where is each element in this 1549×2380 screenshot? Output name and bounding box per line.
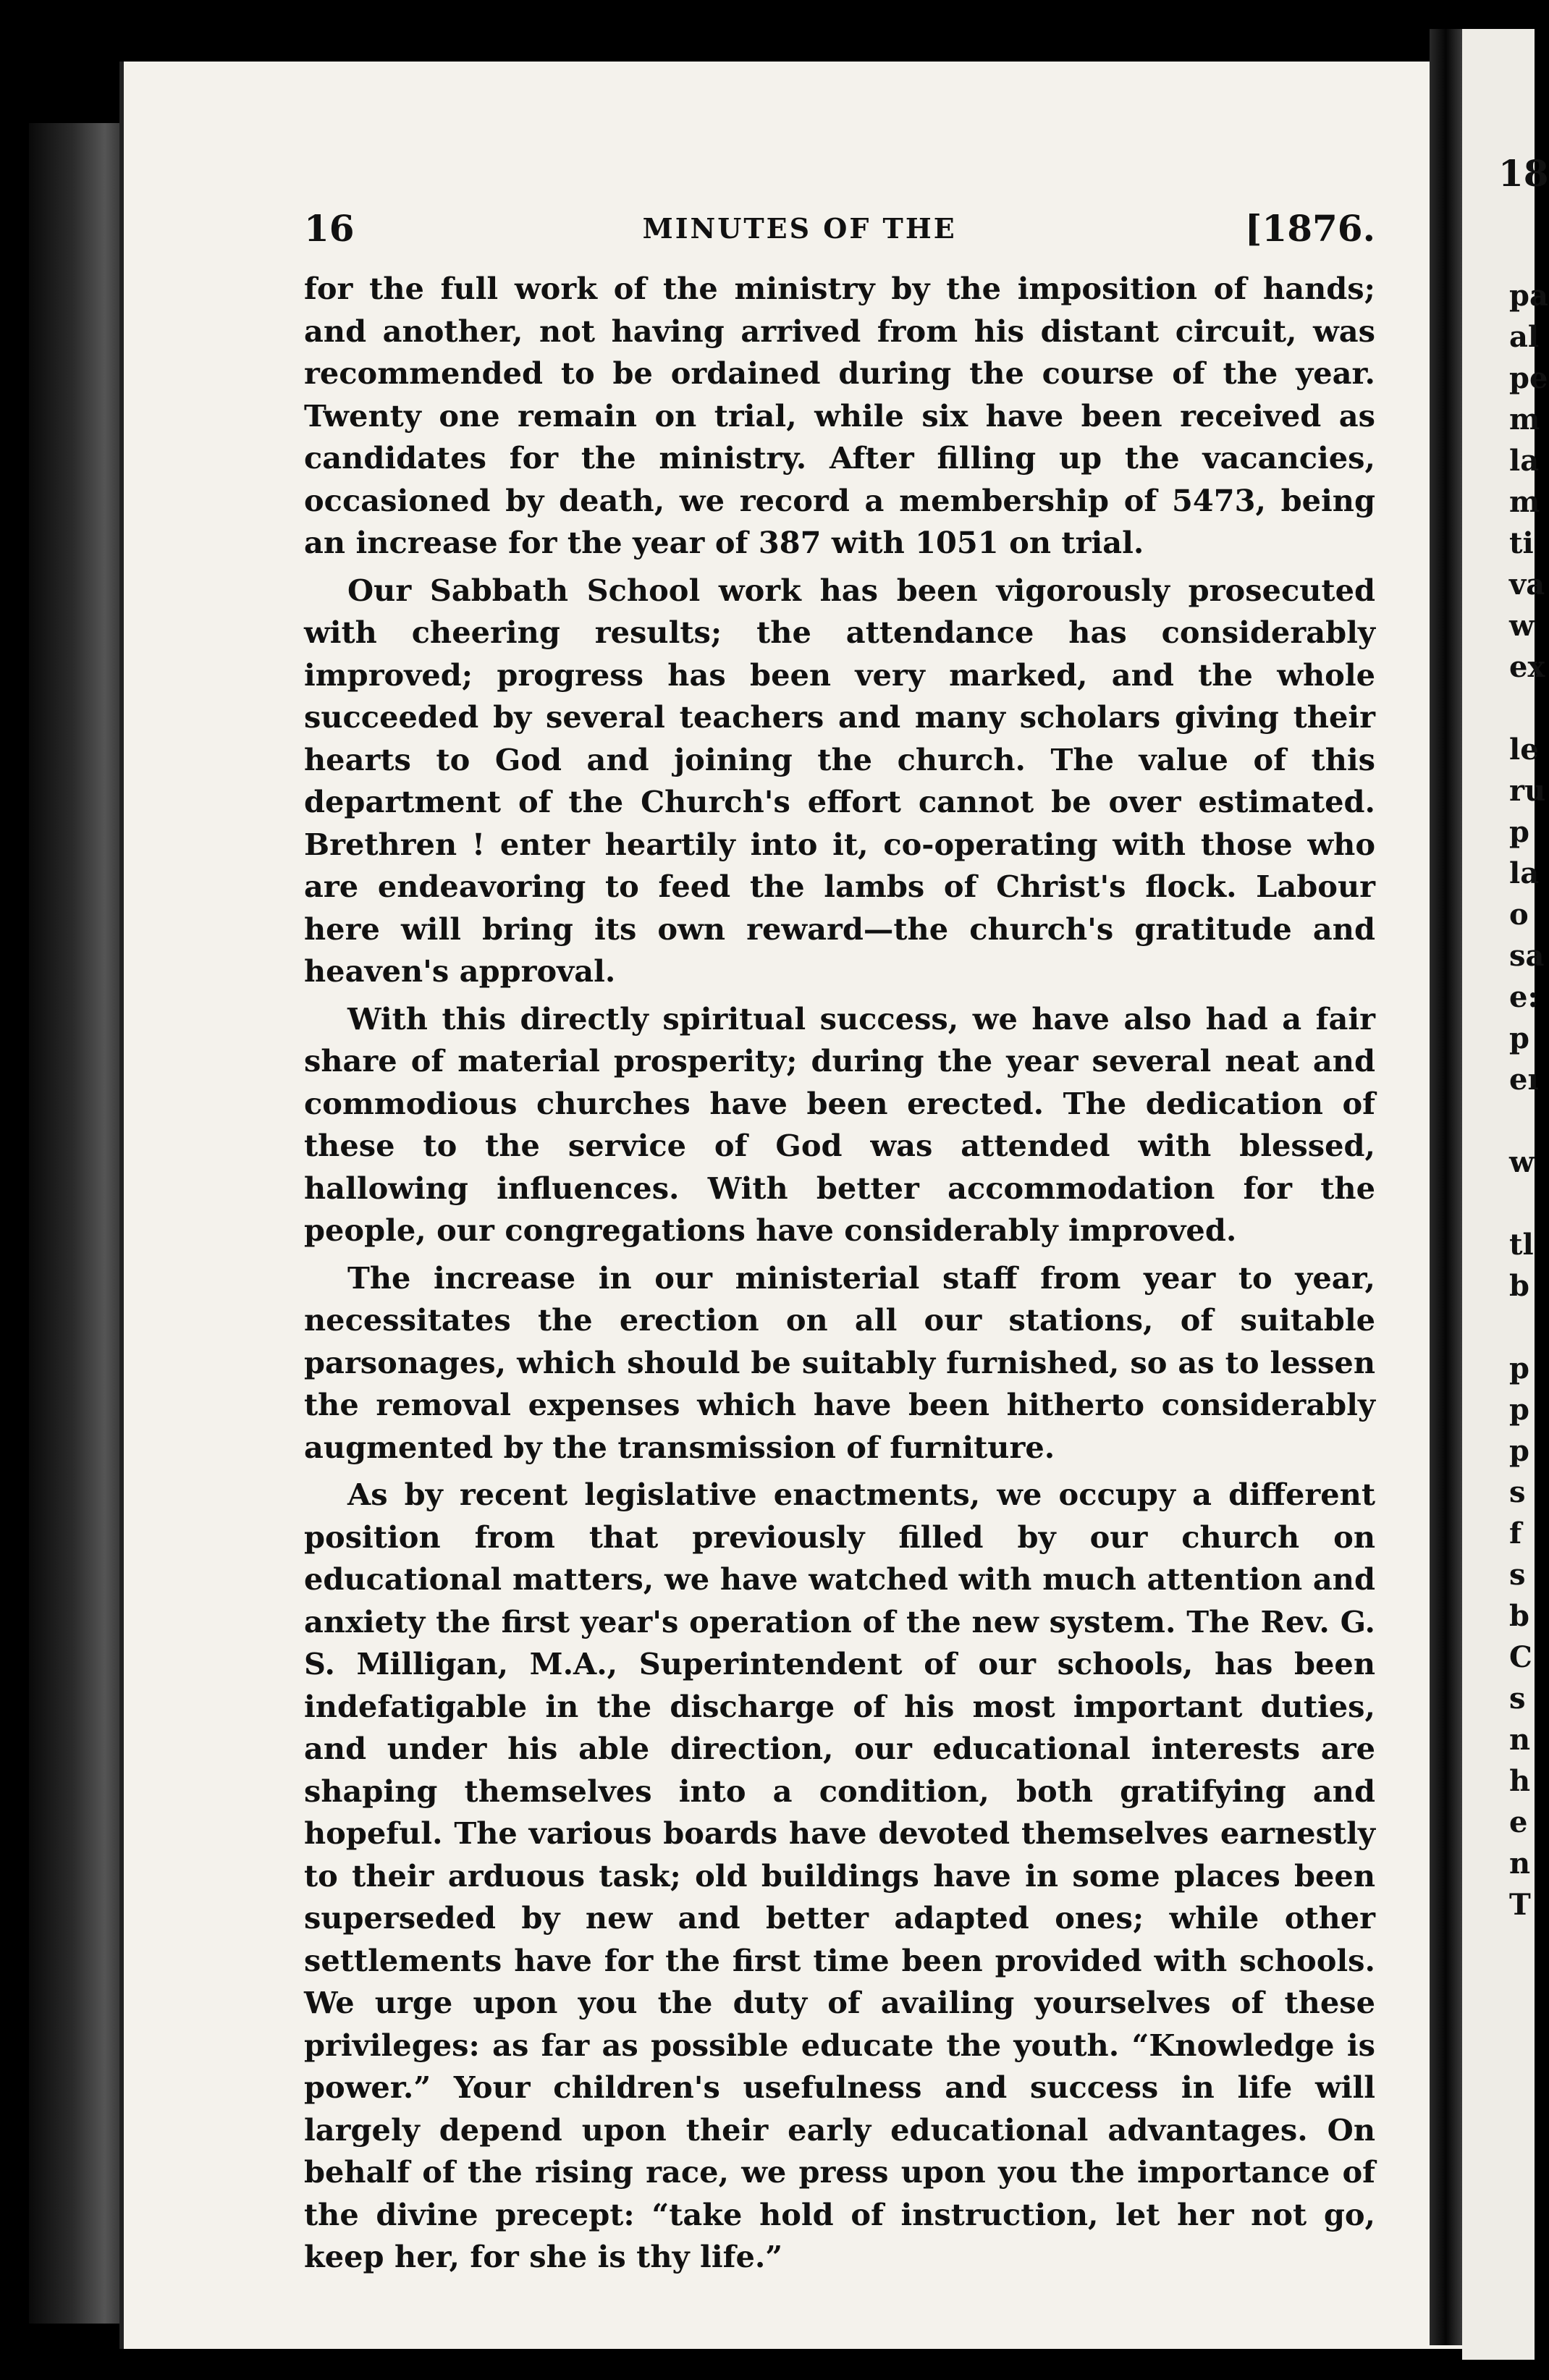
facing-line: C (1509, 1640, 1532, 1674)
facing-line: ru (1509, 774, 1546, 808)
facing-line (1509, 1183, 1548, 1224)
facing-line: ex (1509, 650, 1545, 684)
facing-line: s (1509, 1681, 1526, 1716)
facing-line: e: (1509, 980, 1539, 1014)
facing-line: eı (1509, 1063, 1539, 1097)
page-number: 16 (304, 206, 355, 250)
body-text (304, 268, 1375, 2284)
facing-line: n (1509, 1847, 1531, 1881)
facing-line: le (1509, 733, 1539, 767)
facing-line: va (1509, 567, 1545, 602)
paragraph-5: As by recent legislative enactments, we occupy a different position from that previously filled by our church on educational matters, we have watched with much attention and anxiety the first year's operation of the new system. The Rev. G. S. Milligan, M.A., Superintendent of our schools, has been indefatigable in the discharge of his most important duties, and under his able direction, our educational interests are shaping themselves into a condition, both gratifying and hopeful. The various boards have devoted themselves earnestly to their arduous task; old buildings have in some places been superseded by new and better adapted ones; while other settlements have for the first time been provided with schools. We urge upon you the duty of availing yourselves of these privileges: as far as possible educate the youth. “Knowledge is power.” Your children's usefulness and success in life will largely depend upon their early educational advantages. On behalf of the rising race, we press upon you the importance of the divine precept: “take hold of instruction, let her not go, keep her, for she is thy life.” (304, 1477, 1375, 2274)
facing-line: p (1509, 1393, 1529, 1427)
facing-line: p (1509, 1351, 1529, 1385)
running-head (304, 203, 1375, 253)
facing-line: s (1509, 1475, 1526, 1509)
facing-line: p (1509, 1021, 1529, 1055)
facing-line: m (1509, 485, 1540, 519)
year-label: [1876. (1244, 206, 1375, 250)
gutter (1430, 29, 1462, 2345)
facing-line: h (1509, 1764, 1531, 1798)
facing-line: pa (1509, 279, 1548, 313)
facing-line (1509, 1100, 1548, 1142)
facing-line (1509, 1307, 1548, 1348)
facing-line: s (1509, 1558, 1526, 1592)
facing-page-text (1509, 275, 1548, 1925)
paragraph-2: Our Sabbath School work has been vigorously prosecuted with cheering results; the attendance has considerably improved; progress has been very marked, and the whole succeeded by several teachers and many scholars giving their hearts to God and joining the church. The value of this department of the Church's effort cannot be over estimated. Brethren ! enter heartily into it, co-operating with those who are endeavoring to feed the lambs of Christ's flock. Labour here will bring its own reward—the church's gratitude and heaven's approval. (304, 572, 1375, 989)
facing-line: ti (1509, 526, 1534, 560)
facing-line (1509, 688, 1548, 729)
facing-line: p (1509, 815, 1529, 849)
facing-line: b (1509, 1599, 1529, 1633)
facing-line: la (1509, 444, 1540, 478)
facing-line: w (1509, 609, 1535, 643)
facing-line: m (1509, 402, 1540, 436)
facing-line: sa (1509, 939, 1545, 973)
paragraph-4: The increase in our ministerial staff from year to year, necessitates the erection on all our stations, of suitable parsonages, which should be suitably furnished, so as to lessen the removal expenses which have been hitherto considerably augmented by the transmission of furniture. (304, 1259, 1375, 1465)
facing-line: p (1509, 1434, 1529, 1468)
facing-line: la (1509, 856, 1540, 890)
running-title: MINUTES OF THE (642, 211, 957, 245)
facing-line: tl (1509, 1228, 1534, 1262)
facing-line: T (1509, 1888, 1531, 1922)
facing-line: n (1509, 1723, 1531, 1757)
facing-line: e (1509, 1805, 1528, 1839)
facing-line: f (1509, 1516, 1522, 1550)
facing-page-number: 18 (1498, 152, 1549, 195)
facing-line: pe (1509, 361, 1548, 395)
facing-line: o (1509, 898, 1529, 932)
facing-line: w (1509, 1145, 1535, 1179)
facing-line: al (1509, 320, 1540, 354)
paragraph-3: With this directly spiritual success, we have also had a fair share of material prosperity; during the year several neat and commodious churches have been erected. The dedication of these to the service of God was attended with blessed, hallowing influences. With better accommodation for the people, our congregations have considerably improved. (304, 1000, 1375, 1248)
paragraph-1: for the full work of the ministry by the imposition of hands; and another, not having arrived from his distant circuit, was recommended to be ordained during the course of the year. Twenty one remain on trial, while six have been received as candidates for the ministry. After filling up the vacancies, occasioned by death, we record a membership of 5473, being an increase for the year of 387 with 1051 on trial. (304, 271, 1375, 560)
facing-line: b (1509, 1269, 1529, 1303)
